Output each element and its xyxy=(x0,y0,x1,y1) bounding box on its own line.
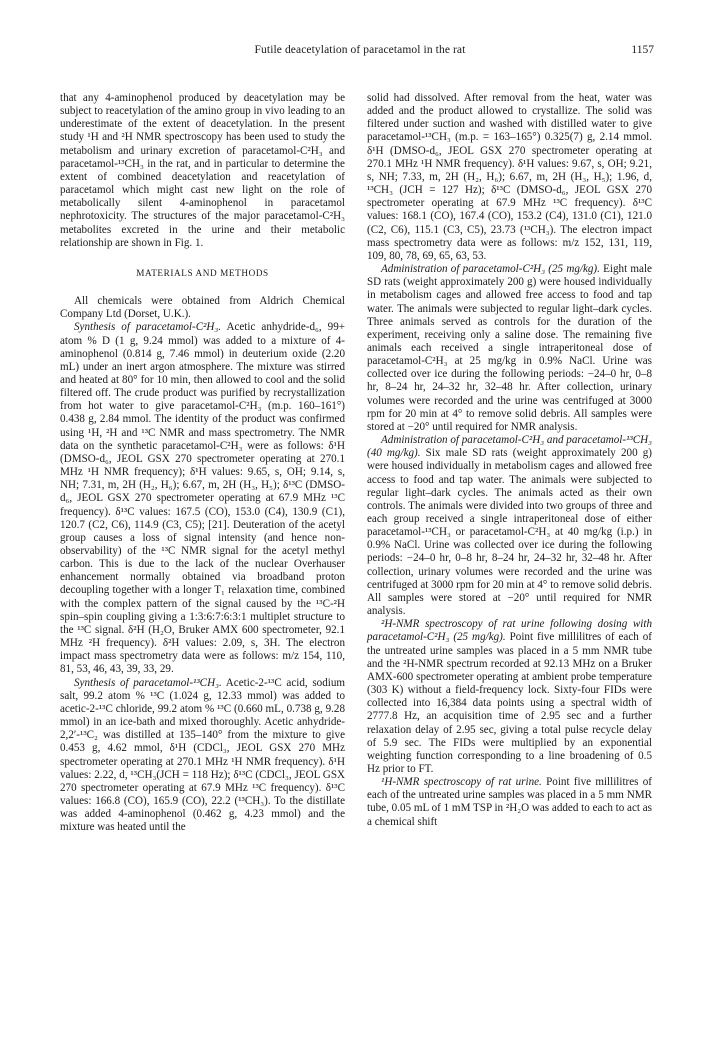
synthesis-c2h3-text: Acetic anhydride-d₆, 99+ atom % D (1 g, 9.24 mmol) was added to a mixture of 4-aminophenol (0.814 g, 7.46 mmol) in deuterium oxide (2.20 mL) under an inert argon atmosphere. The mixture was stirred and heated at 80° for 10 min, then allowed to cool and the solid filtered off. The crude product was purified by recrystallization from hot water to give paracetamol-C²H₃ (m.p. 160–161°) 0.438 g, 2.84 mmol. The identity of the product was confirmed using ¹H, ²H and ¹³C NMR and mass spectrometry. The NMR data on the synthetic paracetamol-C²H₃ were as follows: δ¹H (DMSO-d₆, JEOL GSX 270 spectrometer operating at 270.1 MHz ¹H NMR frequency); δ¹H values: 9.65, s, OH; 9.14, s, NH; 7.31, m, 2H (H₂, H₆); 6.67, m, 2H (H₃, H₅); δ¹³C (DMSO-d₆, JEOL GSX 270 spectrometer operating at 67.9 MHz ¹³C frequency). δ¹³C values: 167.5 (CO), 153.0 (C4), 130.9 (C1), 120.7 (C2, C6), 114.9 (C3, C5); [21]. Deuteration of the acetyl group causes a loss of signal intensity (and hence non-observability) of the ¹³C NMR signal for the acetyl methyl carbon. This is due to the lack of the nuclear Overhauser enhancement normally obtained via broadband proton decoupling together with a longer T₁ relaxation time, combined with the complex pattern of the signal caused by the ¹³C-²H spin–spin coupling giving a 1:3:6:7:6:3:1 multiplet structure to the ¹³C signal. δ²H (H₂O, Bruker AMX 600 spectrometer, 92.1 MHz ²H frequency). δ²H values: 2.09, s, 3H. The electron impact mass spectrometry data were as follows: m/z 154, 110, 81, 53, 46, 43, 39, 33, 29. xyxy=(60,321,345,676)
administration-25-heading: Administration of paracetamol-C²H₃ (25 mg/kg). xyxy=(381,263,600,276)
left-column xyxy=(60,92,345,834)
administration-40-paragraph xyxy=(367,434,652,618)
synthesis-c2h3-heading: Synthesis of paracetamol-C²H₃. xyxy=(74,321,222,334)
proton-nmr-heading: ¹H-NMR spectroscopy of rat urine. xyxy=(381,776,542,789)
deuterium-nmr-heading: ²H-NMR spectroscopy of rat urine following dosing with paracetamol-C²H₃ (25 mg/kg). xyxy=(367,618,652,644)
section-heading: MATERIALS AND METHODS xyxy=(136,267,269,278)
administration-25-paragraph xyxy=(367,263,652,434)
running-title: Futile deacetylation of paracetamol in the rat xyxy=(254,44,466,56)
administration-40-heading: Administration of paracetamol-C²H₃ and paracetamol-¹³CH₃ (40 mg/kg). xyxy=(367,434,652,460)
deuterium-nmr-paragraph xyxy=(367,618,652,776)
page-number: 1157 xyxy=(631,44,654,56)
continued-paragraph: solid had dissolved. After removal from the heat, water was added and the product allowed to crystallize. The solid was filtered under suction and washed with distilled water to give paracetamol-¹³CH₃ (m.p. = 163–165°) 0.325(7) g, 2.14 mmol. δ¹H (DMSO-d₆, JEOL GSX 270 spectrometer operating at 270.1 MHz ¹H NMR frequency). δ¹H values: 9.67, s, OH; 9.21, s, NH; 7.33, m, 2H (H₂, H₆); 6.67, m, 2H (H₃, H₅); 1.96, d, ¹³CH₃ (JCH = 127 Hz); δ¹³C (DMSO-d₆, JEOL GSX 270 spectrometer operating at 67.9 MHz ¹³C frequency). δ¹³C values: 168.1 (CO), 167.4 (CO), 153.2 (C4), 131.0 (C1), 121.0 (C2, C6), 115.1 (C3, C5), 23.73 (¹³CH₃). The electron impact mass spectrometry data were as follows: m/z 152, 131, 119, 109, 80, 78, 69, 65, 63, 53. xyxy=(367,92,652,262)
administration-25-text: Eight male SD rats (weight approximately 200 g) were housed individually in metabolism cages and allowed free access to food and tap water. The animals were subjected to regular light–dark cycles. Three animals served as controls for the duration of the experiment, receiving only a saline dose. The remaining five animals each received a single intraperitoneal dose of paracetamol-C²H₃ at 25 mg/kg in 0.9% NaCl. Urine was collected over ice during the following periods: −24–0 hr, 0–8 hr, 8–24 hr, 24–32 hr, 32–48 hr. After collection, urinary volumes were recorded and the urine was centrifuged at 3000 rpm for 20 min at 4° to remove solid debris. All samples were stored at −20° until required for NMR analysis. xyxy=(367,263,652,433)
synthesis-c2h3-paragraph xyxy=(60,321,345,676)
intro-paragraph: that any 4-aminophenol produced by deacetylation may be subject to reacetylation of the amino group in vivo leading to an underestimate of the extent of deacetylation. In the present study ¹H and ²H NMR spectroscopy has been used to study the metabolism and urinary excretion of paracetamol-C²H₃ and paracetamol-¹³CH₃ in the rat, and in particular to determine the extent of combined deacetylation and reacetylation of paracetamol which might cast new light on the role of metabolically silent 4-aminophenol in paracetamol nephrotoxicity. The structures of the major paracetamol-C²H₃ metabolites excreted in the urine and their metabolic relationship are shown in Fig. 1. xyxy=(60,92,345,249)
chemicals-paragraph: All chemicals were obtained from Aldrich Chemical Company Ltd (Dorset, U.K.). xyxy=(60,295,345,321)
administration-40-text: Six male SD rats (weight approximately 200 g) were housed individually in metabolism cages and allowed free access to food and tap water. The animals were subjected to regular light–dark cycles. The animals acted as their own controls. The animals were divided into two groups of three and each group received a single intraperitoneal dose of either paracetamol-¹³CH₃ or paracetamol-C²H₃ at 40 mg/kg (i.p.) in 0.9% NaCl. Urine was collected over ice during the following periods: −24–0 hr, 0–8 hr, 8–24 hr, 24–32 hr, 32–48 hr. After collection, urinary volumes were recorded and the urine was centrifuged at 3000 rpm for 20 min at 4° to remove solid debris. All samples were stored at −20° until required for NMR analysis. xyxy=(367,447,652,618)
proton-nmr-paragraph xyxy=(367,776,652,829)
synthesis-13ch3-text: Acetic-2-¹³C acid, sodium salt, 99.2 atom % ¹³C (1.024 g, 12.33 mmol) was added to acetic-2-¹³C chloride, 99.2 atom % ¹³C (0.660 mL, 0.738 g, 9.28 mmol) in an ice-bath and mixed thoroughly. Acetic anhydride-2,2′-¹³C₂ was distilled at 135–140° from the mixture to give 0.453 g, 4.62 mmol, δ¹H (CDCl₃, JEOL GSX 270 MHz spectrometer operating at 270.1 MHz ¹H NMR frequency). δ¹H values: 2.22, d, ¹³CH₃(JCH = 118 Hz); δ¹³C (CDCl₃, JEOL GSX 270 spectrometer operating at 67.9 MHz ¹³C frequency). δ¹³C values: 166.8 (CO), 165.9 (CO), 22.2 (¹³CH₃). To the distillate was added 4-aminophenol (0.462 g, 4.23 mmol) and the mixture was heated until the xyxy=(60,676,345,834)
right-column xyxy=(367,92,652,829)
synthesis-13ch3-paragraph xyxy=(60,677,345,835)
deuterium-nmr-text: Point five millilitres of each of the untreated urine samples was placed in a 5 mm NMR tube and the ²H-NMR spectrum recorded at 92.13 MHz on a Bruker AMX-600 spectrometer operating at ambient probe temperature (303 K) without a field-frequency lock. Sixty-four FIDs were collected into 16,384 data points using a spectral width of 2777.8 Hz, an acquisition time of 2.95 sec and a further relaxation delay of 2.95 sec, giving a total pulse recycle delay of 5.9 sec. The FIDs were multiplied by an exponential weighting function corresponding to a line broadening of 0.5 Hz prior to FT. xyxy=(367,631,653,775)
proton-nmr-text: Point five millilitres of each of the untreated urine samples was placed in a 5 mm NMR tube, 0.05 mL of 1 mM TSP in ²H₂O was added to each to act as a chemical shift xyxy=(367,776,653,828)
synthesis-13ch3-heading: Synthesis of paracetamol-¹³CH₃. xyxy=(74,676,222,689)
